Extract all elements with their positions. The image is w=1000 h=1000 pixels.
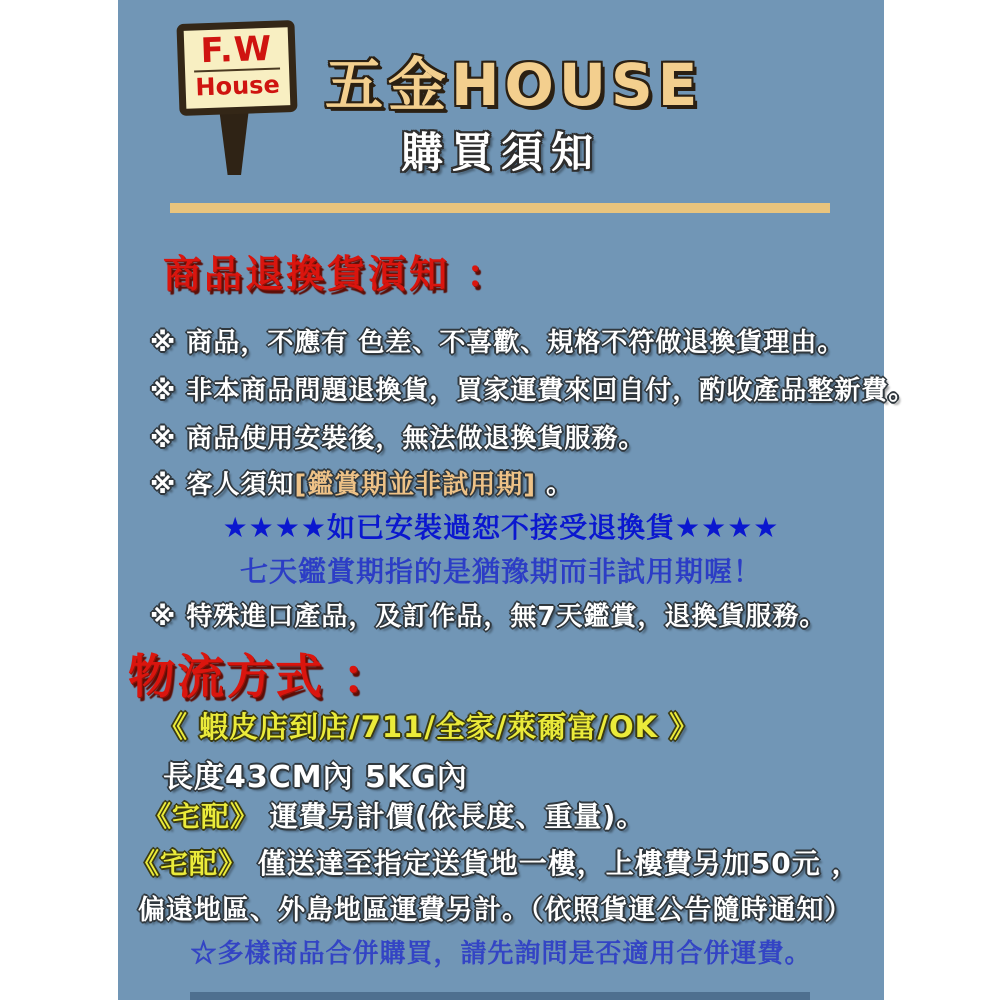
header-divider-bar	[170, 203, 830, 213]
home-delivery-tag-1: 《宅配》	[143, 800, 260, 833]
logistics-heading: 物流方式 ：	[128, 650, 392, 705]
bottom-dark-strip	[190, 992, 810, 1000]
size-limit-line: 長度43CM內 5KG內	[163, 760, 468, 795]
returns-item-4-prefix: ※ 客人須知	[150, 470, 295, 500]
page-subtitle: 購買須知	[400, 128, 601, 177]
page-title: 五金HOUSE	[325, 51, 703, 119]
combine-shipping-note: ☆多樣商品合併購買，請先詢問是否適用合併運費。	[190, 939, 812, 969]
returns-item-4-bracket: [鑑賞期並非試用期]	[294, 470, 537, 500]
store-pickup-line: 《 蝦皮店到店/711/全家/萊爾富/OK 》	[158, 710, 700, 744]
seven-day-note-line: 七天鑑賞期指的是猶豫期而非試用期喔！	[239, 555, 762, 588]
installed-no-return-star-line: ★★★★如已安裝過恕不接受退換貨★★★★	[222, 511, 780, 544]
home-delivery-line-1	[143, 795, 645, 835]
returns-item-3: ※ 商品使用安裝後，無法做退換貨服務。	[150, 424, 646, 454]
returns-item-4	[150, 464, 573, 501]
returns-heading: 商品退換貨湏知 ：	[163, 252, 508, 296]
logo-text-fw: F.W	[199, 28, 273, 72]
home-delivery-tag-2: 《宅配》	[131, 847, 248, 880]
returns-item-1: ※ 商品，不應有 色差、不喜歡、規格不符做退換貨理由。	[150, 328, 845, 358]
store-sign-logo	[176, 20, 297, 116]
home-delivery-line-2	[131, 842, 860, 882]
logo-text-house: House	[195, 70, 281, 102]
returns-item-4-suffix: 。	[536, 470, 574, 500]
remote-area-line: 偏遠地區、外島地區運費另計。（依照貨運公告隨時通知）	[138, 895, 853, 926]
returns-item-special: ※ 特殊進口產品，及訂作品，無7天鑑賞，退換貨服務。	[150, 602, 827, 632]
returns-item-2: ※ 非本商品問題退換貨，買家運費來回自付，酌收產品整新費。	[150, 376, 916, 406]
home-delivery-text-2: 僅送達至指定送貨地一樓，上樓費另加50元 ，	[247, 847, 861, 880]
home-delivery-text-1: 運費另計價(依長度、重量)。	[259, 800, 646, 833]
